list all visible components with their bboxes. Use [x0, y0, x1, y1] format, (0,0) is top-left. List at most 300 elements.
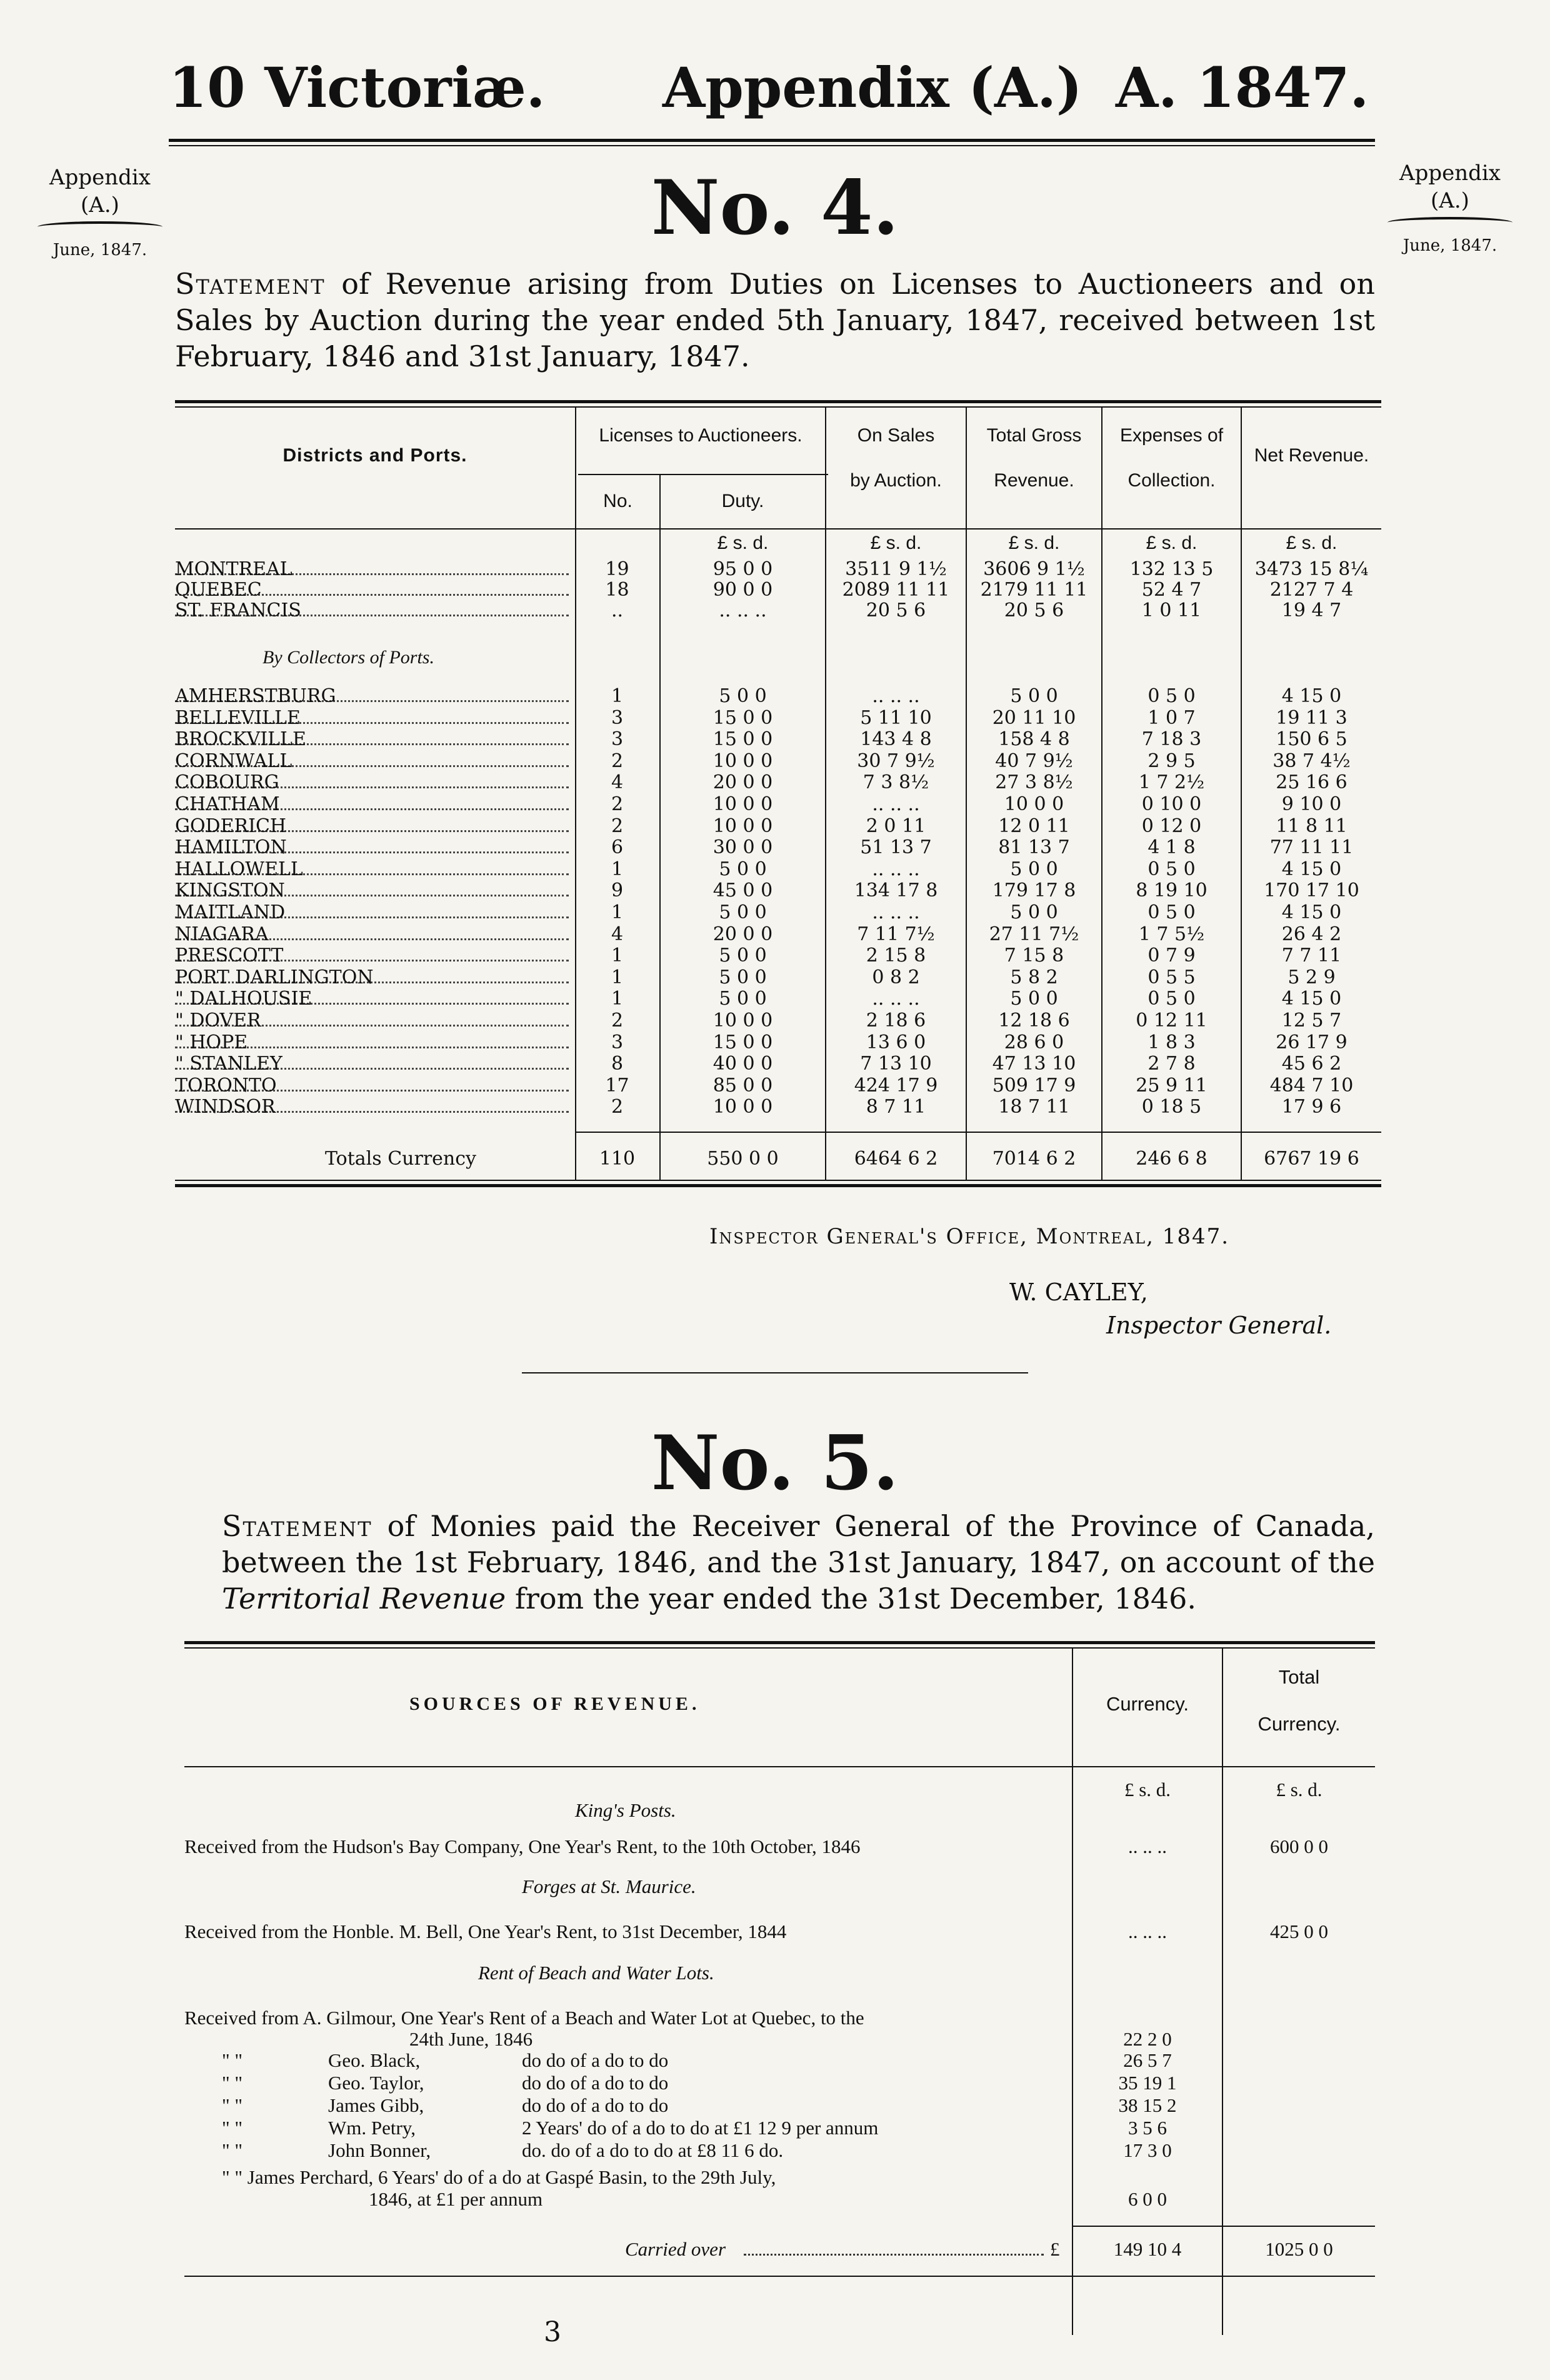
carried-currency: 149 10 4: [1113, 2238, 1182, 2260]
district-name: " DALHOUSIE: [175, 989, 312, 1010]
cell-net: 77 11 11: [1269, 836, 1354, 859]
cell-gross: 5 0 0: [1010, 988, 1058, 1010]
dot-leader: [175, 1003, 569, 1005]
district-row: [175, 730, 1381, 750]
cell-sales: 51 13 7: [860, 836, 932, 859]
t1-header-rule: [175, 528, 1381, 530]
section-divider: [522, 1372, 1028, 1373]
cell-duty: 10 0 0: [712, 793, 773, 815]
district-row: [175, 580, 1381, 600]
carried-dot-leader: [744, 2254, 1044, 2256]
cell-duty: 15 0 0: [712, 728, 773, 751]
carried-currency-sign: £: [1050, 2238, 1060, 2260]
t1-col-divider: [1101, 408, 1102, 1180]
dot-leader: [175, 895, 569, 896]
t1-header-licenses: Licenses to Auctioneers.: [599, 425, 802, 446]
cell-expenses: 7 18 3: [1141, 728, 1202, 751]
cell-sales: 0 8 2: [872, 966, 920, 988]
page-number: 3: [544, 2316, 561, 2348]
cell-net: 4 15 0: [1281, 988, 1342, 1010]
cell-duty: 20 0 0: [712, 771, 773, 794]
cell-no: 2: [611, 1010, 624, 1032]
cell-no: 2: [611, 750, 624, 772]
t1-header-gross-2: Revenue.: [994, 470, 1074, 491]
cell-no: 1: [611, 966, 624, 988]
t1-rule-top2: [175, 406, 1381, 408]
collectors-label: By Collectors of Ports.: [262, 647, 434, 668]
cell-gross: 12 18 6: [998, 1010, 1070, 1032]
dot-leader: [175, 1068, 569, 1070]
district-name: HALLOWELL: [175, 859, 303, 880]
cell-gross: 28 6 0: [1004, 1031, 1064, 1053]
t2-header-sources: SOURCES OF REVENUE.: [409, 1694, 701, 1714]
dot-leader: [175, 1047, 569, 1048]
cell-expenses: 1 0 7: [1148, 706, 1196, 729]
t2-header-total-1: Total: [1278, 1666, 1320, 1688]
cell-expenses: 0 5 0: [1148, 858, 1196, 880]
cell-sales: 7 3 8½: [862, 771, 929, 794]
cell-no: 3: [611, 728, 624, 751]
cell-expenses: 1 7 5½: [1138, 923, 1205, 945]
cell-no: 3: [611, 706, 624, 729]
district-row: [175, 560, 1381, 580]
cell-sales: .. .. ..: [872, 793, 920, 815]
no4-heading: No. 4.: [651, 164, 899, 252]
t2-unit-total: £ s. d.: [1276, 1779, 1322, 1800]
t2-header-currency: Currency.: [1106, 1693, 1189, 1715]
district-row: [175, 1011, 1381, 1031]
running-header-left: 10 Victoriæ.: [169, 55, 546, 120]
cell-gross: 40 7 9½: [995, 750, 1073, 772]
cell-gross: 158 4 8: [998, 728, 1070, 751]
statement-lead: Statement: [222, 1509, 372, 1543]
t2-unit-currency: £ s. d.: [1124, 1779, 1171, 1800]
cell-expenses: 0 12 11: [1136, 1010, 1208, 1032]
district-name: ST. FRANCIS: [175, 601, 301, 621]
cell-no: 1: [611, 988, 624, 1010]
cell-net: 150 6 5: [1276, 728, 1348, 751]
header-rule-bottom: [169, 145, 1375, 146]
perchard-line-1: " " James Perchard, 6 Years' do of a do at Gaspé Basin, to the 29th July,: [222, 2166, 776, 2188]
lessee-name: John Bonner,: [328, 2139, 431, 2161]
source-total: 425 0 0: [1270, 1921, 1328, 1942]
t1-header-no: No.: [603, 491, 632, 511]
cell-sales: 2 0 11: [866, 815, 926, 837]
dot-leader: [175, 808, 569, 810]
t2-header-total-2: Currency.: [1258, 1713, 1341, 1735]
cell-expenses: 0 7 9: [1148, 945, 1196, 967]
ditto-marks: " ": [222, 2049, 243, 2071]
cell-duty: 15 0 0: [712, 1031, 773, 1053]
t2-carried-rule: [1073, 2226, 1375, 2227]
cell-net: 3473 15 8¼: [1254, 558, 1369, 580]
t1-col-divider: [825, 408, 826, 1180]
cell-expenses: 0 18 5: [1141, 1096, 1202, 1118]
cell-net: 4 15 0: [1281, 685, 1342, 707]
perchard-value: 6 0 0: [1128, 2188, 1167, 2210]
cell-sales: 5 11 10: [860, 706, 932, 729]
lease-value: 26 5 7: [1123, 2049, 1172, 2071]
signatory-name: W. CAYLEY,: [1009, 1278, 1148, 1306]
cell-net: 12 5 7: [1281, 1010, 1342, 1032]
t1-header-expenses-1: Expenses of: [1119, 425, 1224, 446]
cell-sales: 134 17 8: [854, 880, 938, 902]
cell-sales: 30 7 9½: [857, 750, 935, 772]
no4-statement: [175, 266, 1375, 374]
margin-appendix-code: (A.): [81, 193, 119, 218]
cell-sales: 2 18 6: [866, 1010, 926, 1032]
district-name: MONTREAL: [175, 560, 292, 580]
t1-col-divider: [1241, 408, 1242, 1180]
district-row: [175, 925, 1381, 945]
cell-duty: 85 0 0: [712, 1074, 773, 1097]
cell-expenses: 0 10 0: [1141, 793, 1202, 815]
cell-gross: 27 3 8½: [995, 771, 1073, 794]
cell-gross: 5 0 0: [1010, 685, 1058, 707]
t1-header-districts: Districts and Ports.: [282, 445, 468, 466]
cell-duty: 10 0 0: [712, 815, 773, 837]
dot-leader: [175, 573, 569, 575]
running-header-center: Appendix (A.): [662, 55, 1082, 120]
cell-duty: 90 0 0: [712, 579, 773, 601]
cell-net: 7 7 11: [1281, 945, 1342, 967]
cell-expenses: 0 5 0: [1148, 685, 1196, 707]
district-name: " STANLEY: [175, 1054, 282, 1075]
dot-leader: [175, 700, 569, 702]
lease-terms: do. do of a do to do at £8 11 6 do.: [522, 2139, 784, 2161]
district-row: [175, 708, 1381, 728]
cell-net: 26 4 2: [1281, 923, 1342, 945]
cell-no: 1: [611, 858, 624, 880]
district-name: GODERICH: [175, 816, 287, 836]
cell-no: 18: [605, 579, 629, 601]
lease-value: 38 15 2: [1118, 2094, 1177, 2116]
cell-duty: 5 0 0: [719, 858, 767, 880]
cell-no: 6: [611, 836, 624, 859]
cell-no: 19: [605, 558, 629, 580]
cell-net: 2127 7 4: [1269, 579, 1354, 601]
statement-lead: Statement: [175, 267, 326, 301]
dot-leader: [175, 1090, 569, 1092]
cell-sales: .. .. ..: [872, 988, 920, 1010]
cell-duty: 30 0 0: [712, 836, 773, 859]
district-row: [175, 1076, 1381, 1096]
cell-sales: 8 7 11: [866, 1096, 926, 1118]
cell-sales: 2 15 8: [866, 945, 926, 967]
district-row: [175, 773, 1381, 793]
carried-total: 1025 0 0: [1265, 2238, 1333, 2260]
margin-appendix-label: Appendix: [1399, 161, 1501, 186]
dot-leader: [175, 1025, 569, 1027]
cell-duty: 5 0 0: [719, 966, 767, 988]
cell-duty: 15 0 0: [712, 706, 773, 729]
cell-expenses: 1 0 11: [1141, 600, 1202, 621]
district-row: [175, 751, 1381, 771]
cell-net: 19 11 3: [1276, 706, 1348, 729]
cell-gross: 10 0 0: [1004, 793, 1064, 815]
t2-col-divider: [1222, 1649, 1223, 2335]
t1-header-expenses-2: Collection.: [1128, 470, 1216, 491]
cell-duty: 40 0 0: [712, 1053, 773, 1075]
district-row: [175, 968, 1381, 988]
district-row: [175, 881, 1381, 901]
cell-net: 5 2 9: [1288, 966, 1336, 988]
cell-expenses: 246 6 8: [1136, 1148, 1208, 1170]
t1-unit-expenses: £ s. d.: [1146, 533, 1198, 553]
district-name: WINDSOR: [175, 1097, 276, 1118]
lessee-name: James Gibb,: [328, 2094, 424, 2116]
cell-no: 3: [611, 1031, 624, 1053]
cell-gross: 12 0 11: [998, 815, 1070, 837]
dot-leader: [175, 960, 569, 962]
margin-appendix-label: Appendix: [49, 165, 151, 190]
t2-rule-top2: [184, 1647, 1375, 1649]
lessee-name: Wm. Petry,: [328, 2117, 416, 2139]
district-row: [175, 686, 1381, 706]
district-name: BROCKVILLE: [175, 730, 306, 750]
district-name: COBOURG: [175, 773, 279, 793]
cell-gross: 509 17 9: [992, 1074, 1076, 1097]
t1-header-sales-1: On Sales: [857, 425, 935, 446]
dot-leader: [175, 982, 569, 983]
cell-no: 1: [611, 945, 624, 967]
lease-terms: do do of a do to do: [522, 2094, 669, 2116]
cell-sales: 13 6 0: [866, 1031, 926, 1053]
cell-sales: 6464 6 2: [854, 1148, 938, 1170]
cell-expenses: 52 4 7: [1141, 579, 1202, 601]
t1-header-sales-2: by Auction.: [850, 470, 942, 491]
cell-sales: .. .. ..: [872, 901, 920, 923]
cell-duty: 95 0 0: [712, 558, 773, 580]
beach-intro-line-1: Received from A. Gilmour, One Year's Rent of a Beach and Water Lot at Quebec, to the: [184, 2007, 864, 2029]
section-title-forges: Forges at St. Maurice.: [522, 1875, 696, 1897]
district-name: AMHERSTBURG: [175, 686, 336, 706]
district-name: BELLEVILLE: [175, 708, 301, 728]
cell-sales: .. .. ..: [872, 685, 920, 707]
cell-no: 4: [611, 771, 624, 794]
cell-expenses: 132 13 5: [1129, 558, 1214, 580]
district-row: [175, 903, 1381, 923]
cell-expenses: 0 5 0: [1148, 901, 1196, 923]
lease-terms: do do of a do to do: [522, 2049, 669, 2071]
margin-appendix-code: (A.): [1431, 188, 1469, 213]
cell-sales: 143 4 8: [860, 728, 932, 751]
margin-date: June, 1847.: [1402, 236, 1498, 255]
district-name: KINGSTON: [175, 881, 285, 901]
ditto-marks: " ": [222, 2139, 243, 2161]
source-currency: .. .. ..: [1128, 1835, 1167, 1857]
district-row: [175, 1033, 1381, 1053]
cell-no: 17: [605, 1074, 629, 1097]
office-line: Inspector General's Office, Montreal, 1847.: [709, 1224, 1230, 1249]
district-row: [175, 946, 1381, 966]
source-total: 600 0 0: [1270, 1835, 1328, 1857]
totals-label: Totals Currency: [325, 1149, 476, 1169]
cell-gross: 47 13 10: [992, 1053, 1076, 1075]
cell-net: 45 6 2: [1281, 1053, 1342, 1075]
district-name: HAMILTON: [175, 838, 287, 858]
cell-expenses: 0 5 0: [1148, 988, 1196, 1010]
cell-net: 6767 19 6: [1264, 1148, 1359, 1170]
t2-header-rule: [184, 1766, 1375, 1767]
lease-terms: 2 Years' do of a do to do at £1 12 9 per annum: [522, 2117, 879, 2139]
lease-value: 35 19 1: [1118, 2072, 1177, 2094]
t1-col-divider: [575, 408, 576, 1180]
district-name: CORNWALL: [175, 751, 292, 771]
ditto-marks: " ": [222, 2072, 243, 2094]
district-row: [175, 989, 1381, 1009]
cell-gross: 7014 6 2: [992, 1148, 1076, 1170]
district-name: " DOVER: [175, 1011, 261, 1031]
dot-leader: [175, 916, 569, 918]
cell-duty: 550 0 0: [707, 1148, 779, 1170]
cell-gross: 20 5 6: [1004, 600, 1064, 621]
district-row: [175, 795, 1381, 815]
cell-no: 4: [611, 923, 624, 945]
t1-rule-top: [175, 400, 1381, 403]
district-name: MAITLAND: [175, 903, 286, 923]
dot-leader: [175, 786, 569, 788]
beach-intro-line-2: 24th June, 1846: [409, 2028, 533, 2050]
dot-leader: [175, 830, 569, 832]
district-name: TORONTO: [175, 1075, 277, 1096]
header-rule-top: [169, 139, 1375, 142]
cell-net: 4 15 0: [1281, 858, 1342, 880]
running-header-right: A. 1847.: [1116, 55, 1369, 120]
t2-col-divider: [1072, 1649, 1073, 2335]
cell-gross: 27 11 7½: [989, 923, 1079, 945]
cell-no: 1: [611, 685, 624, 707]
dot-leader: [175, 851, 569, 853]
cell-duty: 5 0 0: [719, 945, 767, 967]
cell-net: 19 4 7: [1281, 600, 1342, 621]
cell-expenses: 2 7 8: [1148, 1053, 1196, 1075]
dot-leader: [175, 615, 569, 616]
section-title-kings-posts: King's Posts.: [575, 1799, 676, 1821]
cell-duty: 45 0 0: [712, 880, 773, 902]
district-name: PRESCOTT: [175, 946, 284, 967]
source-line-bell: Received from the Honble. M. Bell, One Year's Rent, to 31st December, 1844: [184, 1921, 787, 1942]
cell-duty: 10 0 0: [712, 1096, 773, 1118]
no5-heading: No. 5.: [651, 1419, 899, 1507]
t1-rule-bottom: [175, 1180, 1381, 1181]
cell-net: 4 15 0: [1281, 901, 1342, 923]
statement-italic: Territorial Revenue: [222, 1582, 506, 1615]
statement-text: of Revenue arising from Duties on Licenses to Auctioneers and on Sales by Auction during the year ended 5th January, 1847, received between 1st February, 1846 and 31st January, 1847.: [175, 267, 1376, 373]
signatory-title: Inspector General.: [1106, 1312, 1332, 1339]
district-name: " HOPE: [175, 1032, 248, 1053]
cell-expenses: 1 8 3: [1148, 1031, 1196, 1053]
cell-no: ..: [611, 600, 624, 621]
district-name: CHATHAM: [175, 795, 280, 815]
ditto-marks: " ": [222, 2094, 243, 2116]
lease-value: 3 5 6: [1128, 2117, 1167, 2139]
t1-unit-duty: £ s. d.: [717, 533, 769, 553]
cell-no: 8: [611, 1053, 624, 1075]
cell-expenses: 0 12 0: [1141, 815, 1202, 837]
cell-duty: 20 0 0: [712, 923, 773, 945]
cell-gross: 5 8 2: [1010, 966, 1058, 988]
cell-net: 484 7 10: [1269, 1074, 1354, 1097]
cell-expenses: 2 9 5: [1148, 750, 1196, 772]
t1-rule-bottom2: [175, 1184, 1381, 1187]
cell-gross: 2179 11 11: [980, 579, 1088, 601]
cell-gross: 179 17 8: [992, 880, 1076, 902]
t1-totals-rule: [575, 1132, 1381, 1133]
dot-leader: [175, 765, 569, 767]
cell-expenses: 25 9 11: [1136, 1074, 1208, 1097]
cell-duty: 5 0 0: [719, 901, 767, 923]
statement-text-1: of Monies paid the Receiver General of the Province of Canada, between the 1st February, 1846, and the 31st January, 1847, on account of the: [222, 1509, 1375, 1579]
perchard-line-2: 1846, at £1 per annum: [369, 2188, 543, 2210]
cell-expenses: 8 19 10: [1136, 880, 1208, 902]
t1-unit-net: £ s. d.: [1286, 533, 1338, 553]
margin-date: June, 1847.: [52, 241, 148, 259]
cell-sales: .. .. ..: [872, 858, 920, 880]
cell-net: 26 17 9: [1276, 1031, 1348, 1053]
cell-no: 2: [611, 1096, 624, 1118]
district-row: [175, 1054, 1381, 1074]
district-row: [175, 816, 1381, 836]
cell-sales: 3511 9 1½: [845, 558, 947, 580]
cell-no: 2: [611, 793, 624, 815]
cell-sales: 2089 11 11: [842, 579, 950, 601]
cell-sales: 7 13 10: [860, 1053, 932, 1075]
cell-net: 11 8 11: [1276, 815, 1348, 837]
cell-sales: 20 5 6: [866, 600, 926, 621]
cell-net: 9 10 0: [1281, 793, 1342, 815]
cell-no: 9: [611, 880, 624, 902]
dot-leader: [175, 938, 569, 940]
cell-gross: 81 13 7: [998, 836, 1070, 859]
cell-expenses: 0 5 5: [1148, 966, 1196, 988]
t1-unit-gross: £ s. d.: [1008, 533, 1060, 553]
t1-unit-sales: £ s. d.: [870, 533, 922, 553]
t1-col-divider: [966, 408, 967, 1180]
cell-gross: 7 15 8: [1004, 945, 1064, 967]
cell-expenses: 1 7 2½: [1138, 771, 1205, 794]
district-row: [175, 860, 1381, 880]
totals-row: [175, 1149, 1381, 1169]
cell-duty: .. .. ..: [719, 600, 767, 621]
cell-no: 1: [611, 901, 624, 923]
t1-header-net: Net Revenue.: [1254, 445, 1369, 466]
district-name: NIAGARA: [175, 924, 269, 945]
cell-duty: 10 0 0: [712, 750, 773, 772]
cell-gross: 3606 9 1½: [983, 558, 1085, 580]
t2-rule-bottom: [184, 2276, 1375, 2277]
district-name: PORT DARLINGTON: [175, 967, 374, 988]
t1-header-duty: Duty.: [721, 491, 764, 511]
cell-net: 38 7 4½: [1272, 750, 1351, 772]
lessee-name: Geo. Taylor,: [328, 2072, 424, 2094]
cell-net: 170 17 10: [1264, 880, 1359, 902]
cell-gross: 5 0 0: [1010, 901, 1058, 923]
t1-col-divider: [659, 475, 661, 1180]
ditto-marks: " ": [222, 2117, 243, 2139]
beach-intro-value: 22 2 0: [1123, 2028, 1172, 2050]
cell-duty: 5 0 0: [719, 685, 767, 707]
source-line-hudsons-bay: Received from the Hudson's Bay Company, One Year's Rent, to the 10th October, 1846: [184, 1835, 861, 1857]
district-name: QUEBEC: [175, 580, 262, 600]
t1-subheader-rule: [578, 474, 828, 475]
cell-no: 2: [611, 815, 624, 837]
cell-gross: 18 7 11: [998, 1096, 1070, 1118]
district-row: [175, 838, 1381, 858]
t2-rule-top: [184, 1641, 1375, 1644]
dot-leader: [175, 1111, 569, 1113]
carried-over-label: Carried over: [625, 2238, 726, 2260]
